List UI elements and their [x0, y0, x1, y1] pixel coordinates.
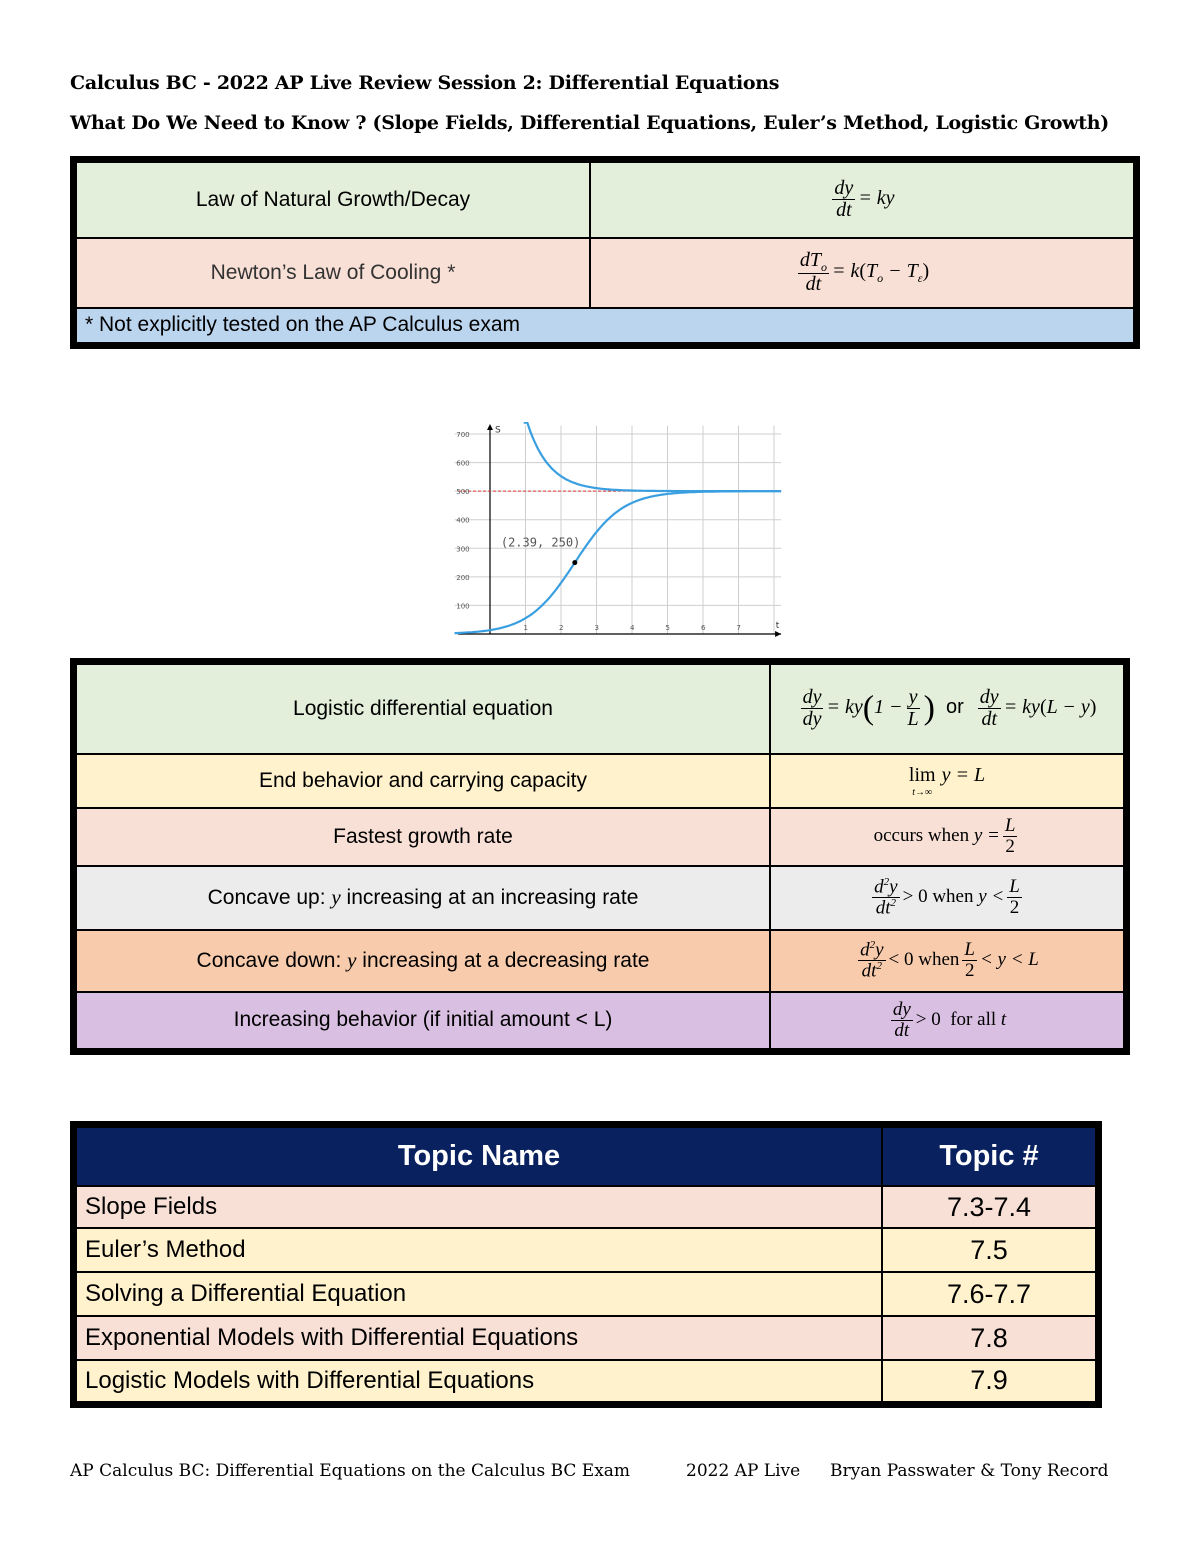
fastest-growth-formula: occurs when y = $\frac{L}{2}$ [770, 808, 1127, 866]
y-tick-label: 500 [456, 488, 470, 497]
row-label: Logistic differential equation [74, 662, 771, 754]
y-tick-label: 200 [456, 573, 470, 582]
y-axis-arrow [487, 424, 493, 430]
table-row [74, 754, 1127, 808]
row-label: Concave up: y increasing at an increasing rate [74, 866, 771, 930]
row-label: Increasing behavior (if initial amount < L) [74, 992, 771, 1052]
topic-name: Euler’s Method [74, 1228, 883, 1272]
y-tick-label: 600 [456, 459, 470, 468]
row-label: Fastest growth rate [74, 808, 771, 866]
table-row [74, 866, 1127, 930]
x-axis-label: t [775, 621, 780, 631]
concave-up-formula: $\frac{d^2y}{dt^2}$ > 0 when y < $\frac{L}{2}$ [770, 866, 1127, 930]
topic-number: 7.6-7.7 [882, 1272, 1099, 1316]
concave-down-formula: $\frac{d^2y}{dt^2}$ < 0 when $\frac{L}{2}$ < y < L [770, 930, 1127, 992]
table-row [74, 1186, 1099, 1228]
exam-note: * Not explicitly tested on the AP Calculus exam [74, 308, 1137, 346]
x-tick-label: 3 [594, 624, 599, 632]
topic-name: Exponential Models with Differential Equations [74, 1316, 883, 1360]
logistic-solution-curve [455, 491, 782, 633]
x-tick-label: 2 [559, 624, 564, 632]
footer-middle: 2022 AP Live [686, 1461, 801, 1481]
y-tick-label: 100 [456, 602, 470, 611]
topic-number: 7.8 [882, 1316, 1099, 1360]
y-tick-label: 300 [456, 545, 470, 554]
table-row [74, 238, 1137, 308]
topic-name: Solving a Differential Equation [74, 1272, 883, 1316]
logistic-graph [452, 422, 786, 646]
end-behavior-formula: lim t→∞ y = L [770, 754, 1127, 808]
decreasing-solution-curve [524, 423, 781, 492]
table-row [74, 930, 1127, 992]
y-tick-label: 700 [456, 431, 470, 440]
row-label: Law of Natural Growth/Decay [74, 160, 591, 238]
topic-number: 7.9 [882, 1360, 1099, 1404]
x-tick-label: 7 [736, 624, 741, 632]
x-tick-label: 6 [701, 624, 706, 632]
table-row [74, 160, 1137, 238]
topic-number: 7.5 [882, 1228, 1099, 1272]
table-row [74, 1316, 1099, 1360]
table-row [74, 808, 1127, 866]
x-tick-label: 4 [630, 624, 635, 632]
footer-left: AP Calculus BC: Differential Equations on the Calculus BC Exam [70, 1461, 631, 1481]
row-label: Newton’s Law of Cooling * [74, 238, 591, 308]
tick-labels [456, 431, 741, 632]
footer-right: Bryan Passwater & Tony Record [830, 1461, 1109, 1481]
inflection-point [572, 560, 577, 565]
page-subtitle: What Do We Need to Know ? (Slope Fields, Differential Equations, Euler’s Method, Logistic Growth) [70, 112, 1109, 134]
growth-laws-table [70, 156, 1140, 349]
natural-growth-formula: $\frac{dy}{dt}$ = ky [590, 160, 1137, 238]
topics-table [70, 1121, 1102, 1408]
logistic-table [70, 658, 1130, 1055]
x-axis-arrow [775, 631, 781, 637]
logistic-formula: $\frac{dy}{dy}$ = ky(1 − $\frac{y}{L}$ ) or $\frac{dy}{dt}$ = ky(L − y) [770, 662, 1127, 754]
x-tick-label: 1 [523, 624, 528, 632]
table-row [74, 308, 1137, 346]
topic-number: 7.3-7.4 [882, 1186, 1099, 1228]
cooling-formula: $\frac{dT_o}{dt}$ = $k(T_o - T_\varepsilon)$ [590, 238, 1137, 308]
table-row [74, 992, 1127, 1052]
y-tick-label: 400 [456, 516, 470, 525]
topic-name: Slope Fields [74, 1186, 883, 1228]
topic-name: Logistic Models with Differential Equations [74, 1360, 883, 1404]
table-row [74, 1272, 1099, 1316]
increasing-formula: $\frac{dy}{dt}$ > 0 for all t [770, 992, 1127, 1052]
row-label: End behavior and carrying capacity [74, 754, 771, 808]
column-header: Topic Name [74, 1125, 883, 1187]
x-tick-label: 5 [665, 624, 670, 632]
table-row [74, 662, 1127, 754]
graph-grid [455, 425, 782, 634]
page-title: Calculus BC - 2022 AP Live Review Session 2: Differential Equations [70, 72, 780, 94]
y-axis-label: S [495, 425, 501, 436]
column-header: Topic # [882, 1125, 1099, 1187]
inflection-point-label: (2.39, 250) [500, 535, 581, 550]
table-row [74, 1228, 1099, 1272]
table-row [74, 1360, 1099, 1404]
table-header-row [74, 1125, 1099, 1187]
row-label: Concave down: y increasing at a decreasing rate [74, 930, 771, 992]
